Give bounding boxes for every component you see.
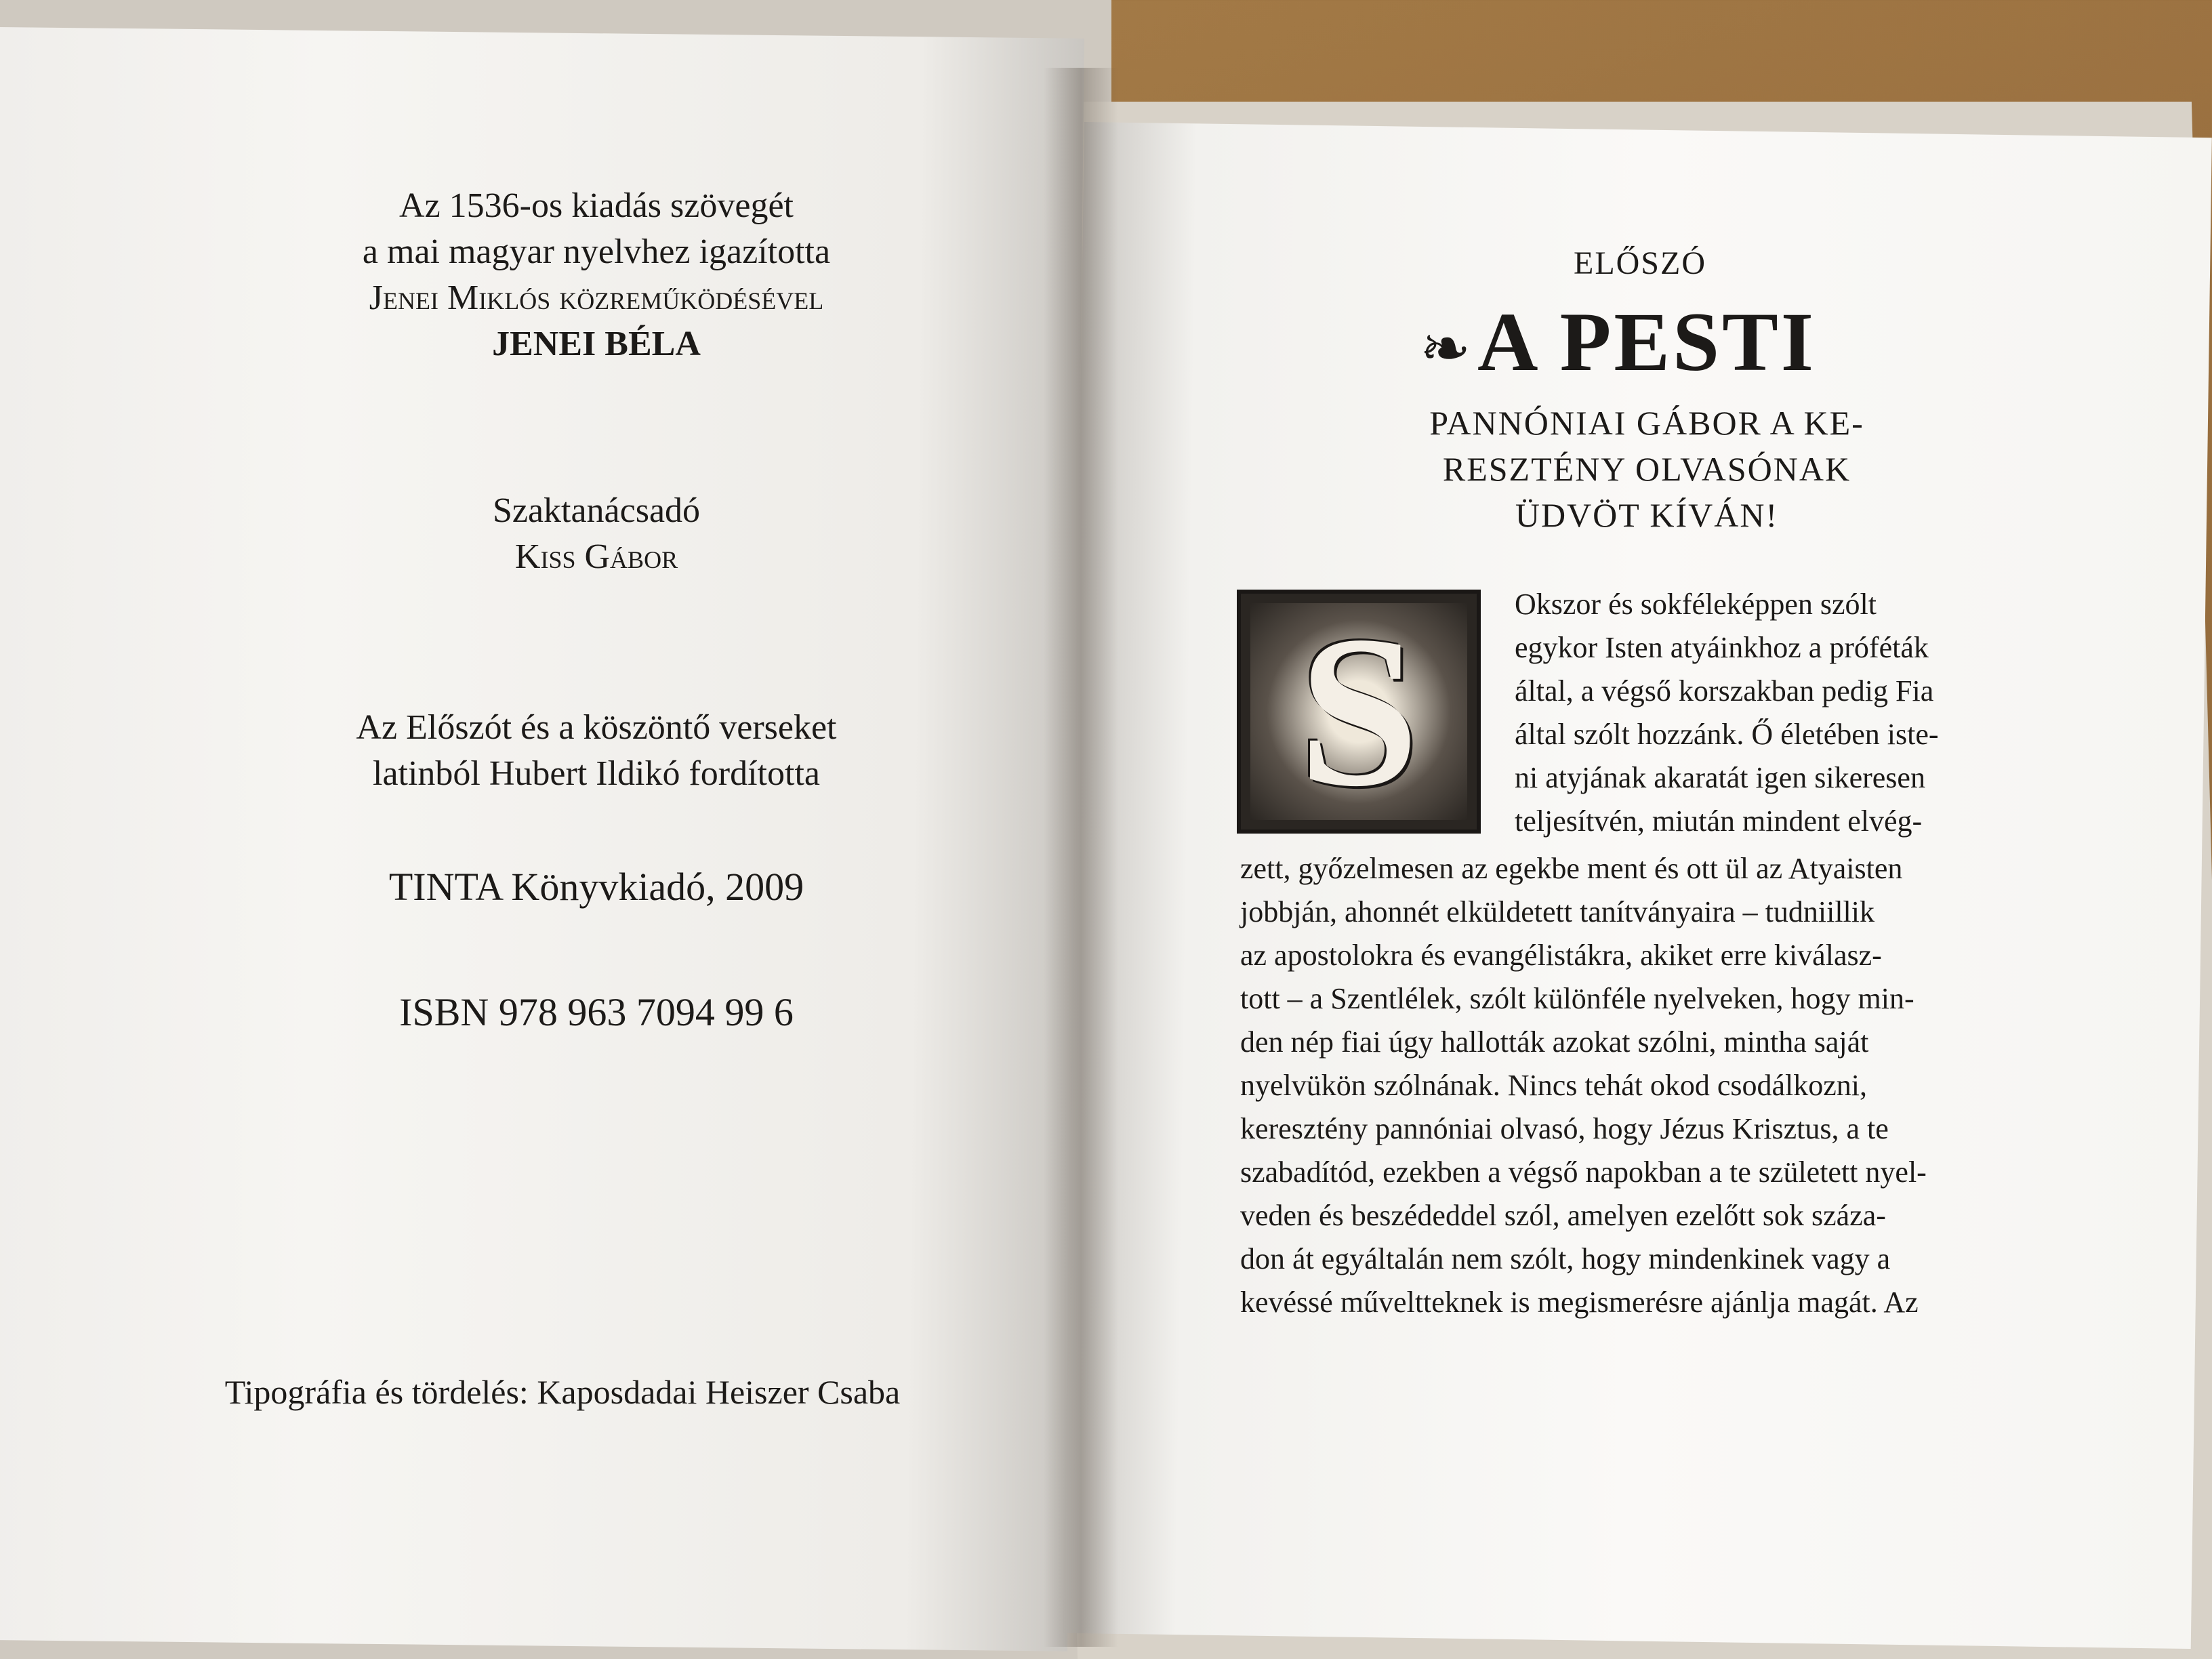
- credit-line: latinból Hubert Ildikó fordította: [373, 754, 820, 793]
- text-line: Okszor és sokféleképpen szólt: [1515, 588, 1877, 621]
- text-line: ni atyjának akaratát igen sikeresen: [1515, 761, 1925, 794]
- text-line: kevéssé műveltteknek is megismerésre ajánlja magát. Az: [1240, 1286, 1919, 1319]
- translator-credits: [258, 705, 935, 797]
- credit-line: Az Előszót és a köszöntő verseket: [356, 708, 837, 747]
- advisor-name: Kiss Gábor: [514, 537, 678, 576]
- text-line: zett, győzelmesen az egekbe ment és ott ül az Atyaisten: [1240, 852, 1903, 885]
- chapter-subtitle: [1328, 400, 1965, 538]
- editor-name: JENEI BÉLA: [492, 325, 701, 363]
- body-text: [1240, 847, 2101, 1324]
- typography-credit: Tipográfia és tördelés: Kaposdadai Heiszer Csaba: [224, 1373, 901, 1411]
- initial-background: [1250, 592, 1467, 832]
- text-line: keresztény pannóniai olvasó, hogy Jézus Krisztus, a te: [1240, 1112, 1889, 1145]
- fleuron-icon: ❧: [1420, 316, 1471, 383]
- translation-credits: [258, 183, 935, 367]
- text-line: szabadítód, ezekben a végső napokban a te született nyel-: [1240, 1155, 1927, 1189]
- illuminated-initial: [1237, 590, 1481, 834]
- text-line: egykor Isten atyáinkhoz a próféták: [1515, 631, 1929, 664]
- book-gutter: [1044, 68, 1118, 1647]
- text-line: nyelvükön szólnának. Nincs tehát okod csodálkozni,: [1240, 1069, 1868, 1102]
- text-line: által szólt hozzánk. Ő életében iste-: [1515, 718, 1939, 751]
- advisor-credits: [258, 488, 935, 580]
- isbn-line: ISBN 978 963 7094 99 6: [399, 990, 794, 1034]
- text-line: don át egyáltalán nem szólt, hogy mindenkinek vagy a: [1240, 1242, 1891, 1275]
- text-line: den nép fiai úgy hallották azokat szólni, mintha saját: [1240, 1025, 1869, 1059]
- advisor-role: Szaktanácsadó: [492, 491, 701, 530]
- text-line: jobbján, ahonnét elküldetett tanítványaira – tudniillik: [1240, 895, 1875, 928]
- initial-letter: S: [1298, 592, 1419, 832]
- text-line: által, a végső korszakban pedig Fia: [1515, 674, 1934, 708]
- section-label: ELŐSZÓ: [1574, 245, 1706, 281]
- subtitle-line: RESZTÉNY OLVASÓNAK: [1442, 450, 1851, 488]
- text-line: tott – a Szentlélek, szólt különféle nyelveken, hogy min-: [1240, 982, 1914, 1015]
- publisher-line: TINTA Könyvkiadó, 2009: [388, 865, 804, 909]
- subtitle-line: PANNÓNIAI GÁBOR A KE-: [1429, 404, 1864, 442]
- text-line: az apostolokra és evangélistákra, akiket erre kiválasz-: [1240, 939, 1882, 972]
- text-line: veden és beszédeddel szól, amelyen ezelőtt sok száza-: [1240, 1199, 1886, 1232]
- credit-line: a mai magyar nyelvhez igazította: [362, 232, 831, 271]
- credit-line: Az 1536-os kiadás szövegét: [399, 186, 794, 225]
- chapter-title: A PESTI: [1477, 295, 1817, 388]
- text-line: teljesítvén, miután mindent elvég-: [1515, 804, 1923, 838]
- credit-line: Jenei Miklós közreműködésével: [369, 279, 824, 317]
- subtitle-line: ÜDVÖT KÍVÁN!: [1515, 496, 1779, 534]
- body-text-indented: [1515, 583, 2016, 843]
